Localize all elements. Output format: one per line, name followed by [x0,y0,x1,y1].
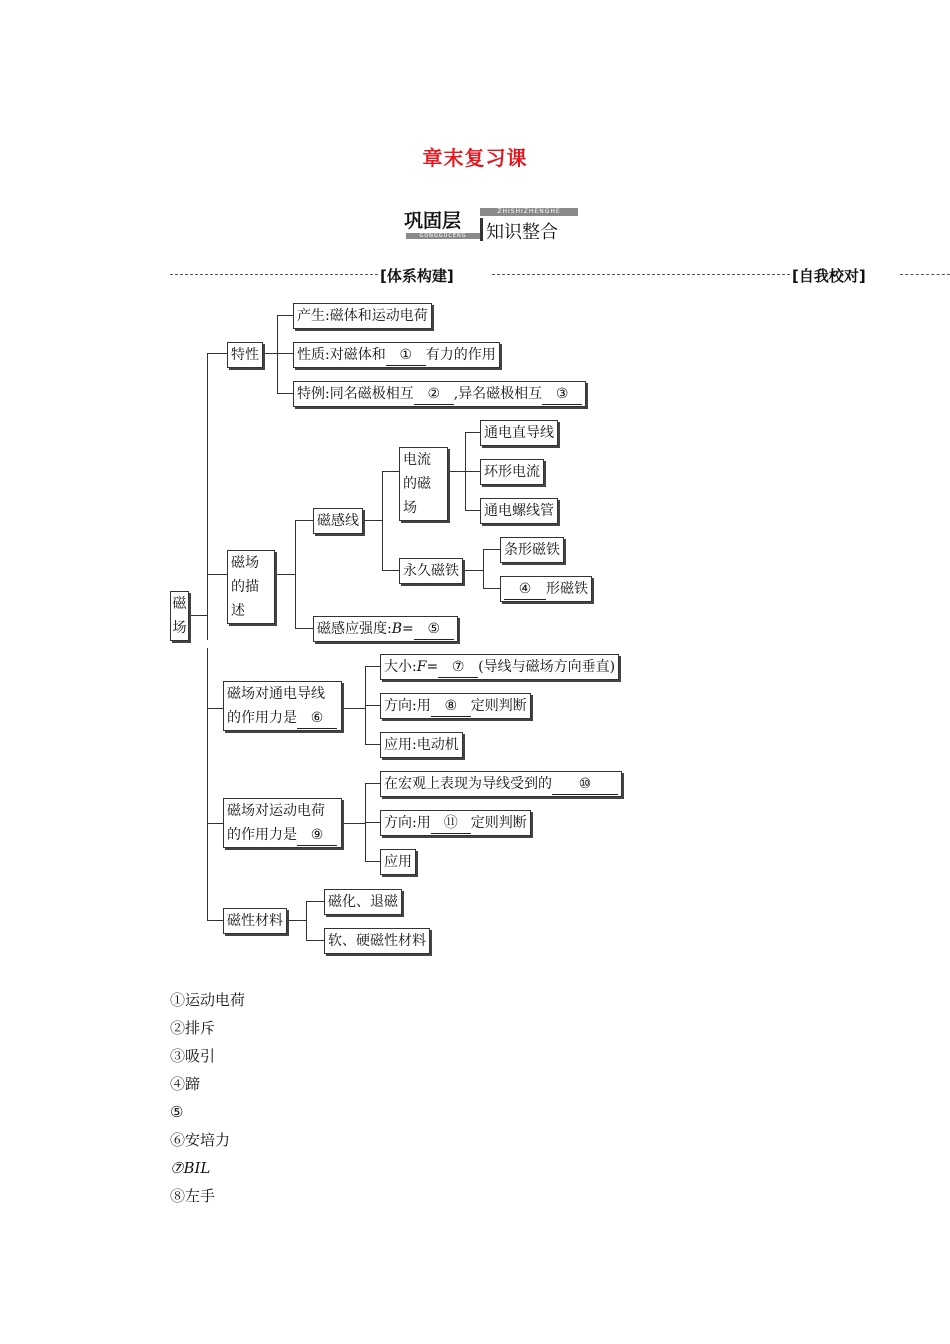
node-teli [293,381,586,407]
tongdian-text: 磁场对通电导线的作用力是 [227,686,325,726]
node-tongdian [223,681,342,731]
xingzhi-text-a: 性质:对磁体和 [297,347,386,363]
banner-main: 巩固层 [404,210,462,232]
node-luoxian: 通电螺线管 [480,498,558,524]
node-fangxiang2 [380,810,531,836]
fangxiang1-text-a: 方向:用 [384,698,431,714]
banner-pinyin-bottom: GONGGUCENG [406,233,480,239]
answer-8: ⑧左手 [170,1187,216,1205]
node-tiaoxing: 条形磁铁 [500,537,564,563]
node-miaoshu: 磁场的描述 [227,550,275,624]
node-zhidao: 通电直导线 [480,420,558,446]
tixing-text: 形磁铁 [546,581,588,597]
blank-11: ⑪ [431,813,471,834]
node-xingzhi [293,342,500,368]
blank-4: ④ [504,579,546,600]
node-yongjiu: 永久磁铁 [399,558,463,584]
node-hongguan [380,771,622,797]
blank-9: ⑨ [297,825,337,846]
xingzhi-text-b: 有力的作用 [425,347,496,363]
answer-6: ⑥安培力 [170,1131,231,1149]
section-label-right: [自我校对] [792,267,866,285]
answer-1: ①运动电荷 [170,991,246,1009]
node-daxiao [380,654,619,680]
node-texing: 特性 [227,342,263,368]
node-qiangdu [313,616,458,642]
teli-text-a: 特例:同名磁极相互 [297,386,414,402]
answer-3: ③吸引 [170,1047,216,1065]
node-root: 磁场 [170,591,189,641]
daxiao-note: (导线与磁场方向垂直) [478,659,616,675]
node-chansheng: 产生:磁体和运动电荷 [293,303,432,329]
answer-7: ⑦BIL [170,1159,211,1177]
qiangdu-text: 磁感应强度: [317,621,392,637]
blank-8: ⑧ [431,696,471,717]
node-dianliu: 电流的磁场 [399,447,448,521]
node-ganxian: 磁感线 [313,508,363,534]
blank-10: ⑩ [552,774,618,795]
blank-2: ② [414,384,454,405]
node-yingyong2: 应用 [380,849,416,875]
yundong-text: 磁场对运动电荷的作用力是 [227,803,325,843]
page-title: 章末复习课 [422,146,528,170]
blank-5: ⑤ [414,619,454,640]
qiangdu-eq: = [402,621,414,637]
node-tixing [500,576,592,602]
answer-5: ⑤ [170,1103,184,1121]
daxiao-text: 大小: [384,659,417,675]
node-huanxing: 环形电流 [480,459,544,485]
fangxiang2-text-b: 定则判断 [470,815,527,831]
qiangdu-var: B [391,621,403,637]
banner-pinyin-top: ZHISHIZHENGHE [480,208,578,216]
blank-3: ③ [542,384,582,405]
section-label-left: [体系构建] [380,267,454,285]
banner-sub: 知识整合 [486,222,558,243]
teli-text-b: ,异名磁极相互 [453,386,543,402]
answer-2: ②排斥 [170,1019,216,1037]
node-cihua: 磁化、退磁 [324,889,402,915]
node-yundong [223,798,342,848]
blank-1: ① [386,345,426,366]
blank-7: ⑦ [438,657,478,678]
node-fangxiang1 [380,693,531,719]
hongguan-text: 在宏观上表现为导线受到的 [384,776,552,792]
daxiao-var: F [416,659,427,675]
answer-4: ④蹄 [170,1075,201,1093]
node-ruanying: 软、硬磁性材料 [324,928,430,954]
fangxiang1-text-b: 定则判断 [470,698,527,714]
daxiao-eq: = [426,659,439,675]
fangxiang2-text-a: 方向:用 [384,815,431,831]
node-cailiao: 磁性材料 [223,908,287,934]
node-yingyong1: 应用:电动机 [380,732,463,758]
blank-6: ⑥ [297,708,337,729]
